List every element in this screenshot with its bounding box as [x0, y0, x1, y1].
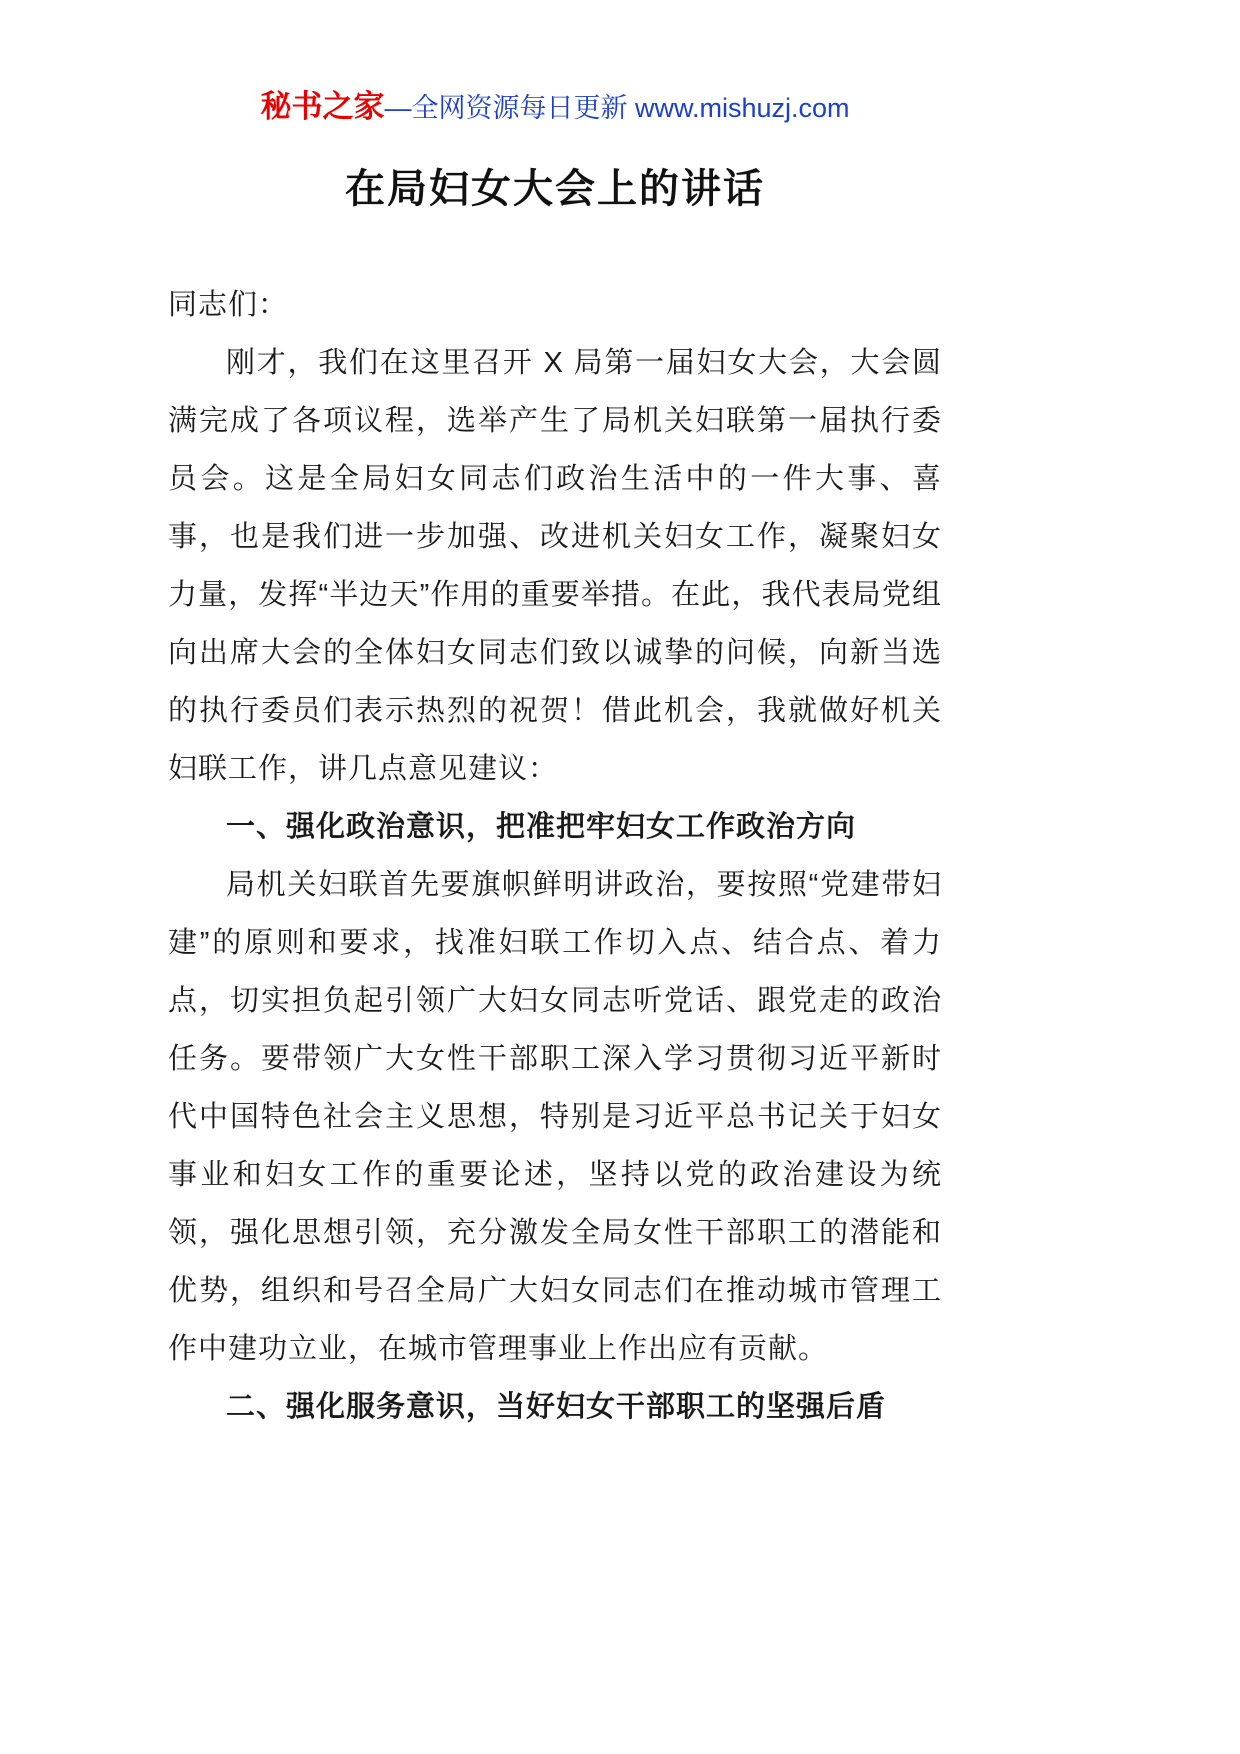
site-url-link[interactable]: www.mishuzj.com [634, 93, 850, 123]
document-body [168, 276, 942, 1436]
salutation-paragraph: 同志们： [168, 288, 289, 321]
body-paragraph: 刚才，我们在这里召开 X 局第一届妇女大会，大会圆满完成了各项议程，选举产生了局机关妇联第一届执行委员会。这是全局妇女同志们政治生活中的一件大事、喜事，也是我们进一步加强、改进机关妇女工作，凝聚妇女力量，发挥“半边天”作用的重要举措。在此，我代表局党组向出席大会的全体妇女同志们致以诚挚的问候，向新当选的执行委员们表示热烈的祝贺！借此机会，我就做好机关妇联工作，讲几点意见建议： [168, 346, 942, 785]
site-tagline: —全网资源每日更新 [384, 93, 635, 123]
body-paragraph: 局机关妇联首先要旗帜鲜明讲政治，要按照“党建带妇建”的原则和要求，找准妇联工作切入点、结合点、着力点，切实担负起引领广大妇女同志听党话、跟党走的政治任务。要带领广大女性干部职工深入学习贯彻习近平新时代中国特色社会主义思想，特别是习近平总书记关于妇女事业和妇女工作的重要论述，坚持以党的政治建设为统领，强化思想引领，充分激发全局女性干部职工的潜能和优势，组织和号召全局广大妇女同志们在推动城市管理工作中建功立业，在城市管理事业上作出应有贡献。 [168, 868, 942, 1365]
site-header [168, 88, 942, 127]
section-heading: 二、强化服务意识，当好妇女干部职工的坚强后盾 [226, 1390, 887, 1423]
site-brand: 秘书之家 [260, 89, 385, 124]
section-heading: 一、强化政治意识，把准把牢妇女工作政治方向 [226, 810, 857, 843]
page-title: 在局妇女大会上的讲话 [345, 166, 765, 211]
